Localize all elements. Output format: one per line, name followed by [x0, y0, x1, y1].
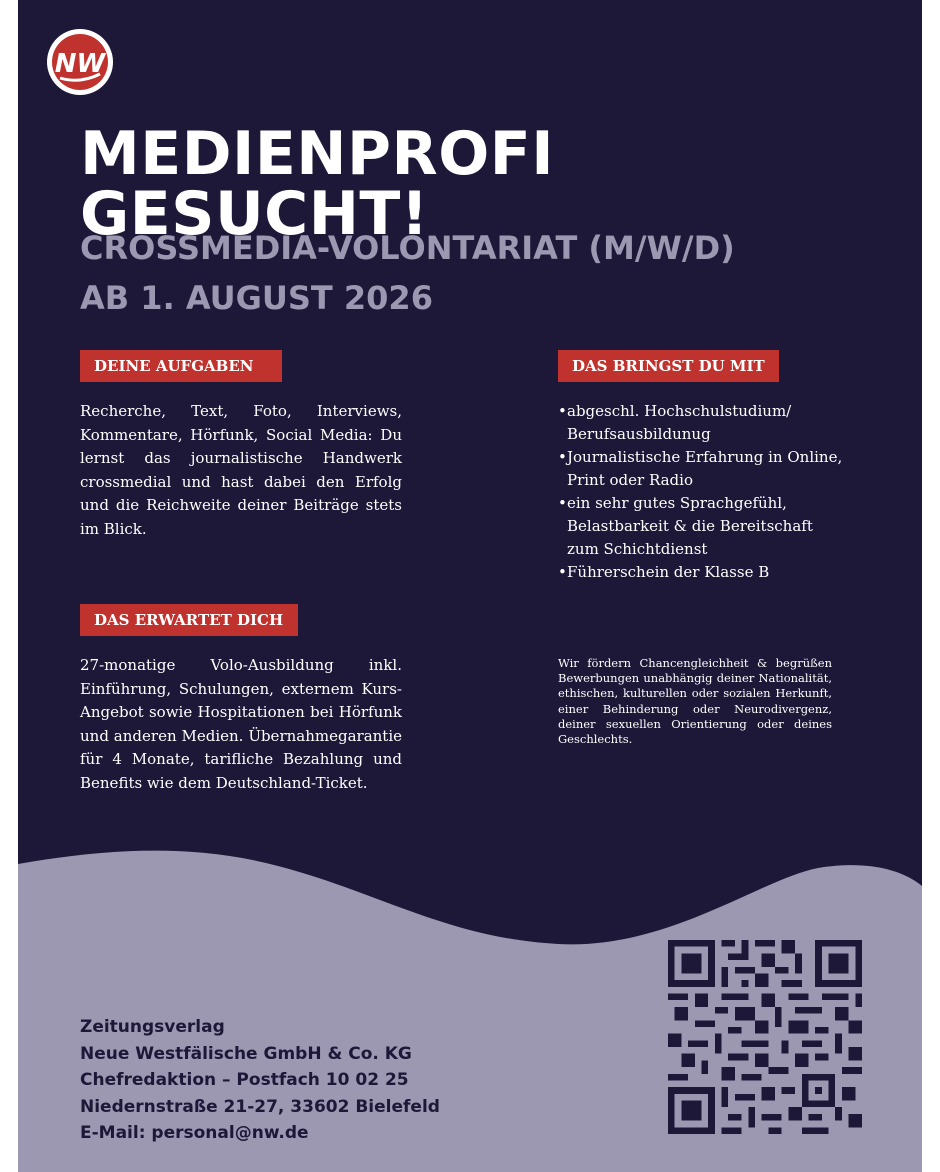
contact-line-department: Chefredaktion – Postfach 10 02 25: [80, 1070, 409, 1090]
contact-email[interactable]: E-Mail: personal@nw.de: [80, 1123, 309, 1143]
diversity-statement: Wir fördern Chancengleichheit & begrüßen Bewerbungen unabhängig deiner Nationalität, ethischen, kulturellen oder sozialen Herkunft, einer Behinderung oder Neurodivergenz, deiner sexuellen Orientierung oder deines Geschlechts.: [558, 656, 832, 747]
qr-code-icon[interactable]: [668, 940, 862, 1134]
requirement-item: • Führerschein der Klasse B: [558, 561, 848, 584]
expect-text: 27-monatige Volo-Ausbildung inkl. Einführung, Schulungen, externem Kurs-Angebot sowie Hospitationen bei Hörfunk und anderen Medien. Übernahmegarantie für 4 Monate, tarifliche Bezahlung und Benefits wie dem Deutschland-Ticket.: [80, 656, 402, 792]
logo-text: NW: [54, 49, 106, 79]
tasks-label: DEINE AUFGABEN: [80, 350, 282, 382]
requirement-item: • Journalistische Erfahrung in Online, Print oder Radio: [558, 446, 848, 492]
requirement-item: • abgeschl. Hochschulstudium/ Berufsausbildunug: [558, 400, 848, 446]
subheadline-start-date: AB 1. AUGUST 2026: [80, 279, 433, 317]
requirements-list: [558, 400, 848, 584]
contact-line-publisher: Zeitungsverlag: [80, 1017, 225, 1037]
nw-logo: [46, 28, 114, 96]
contact-line-address: Niedernstraße 21-27, 33602 Bielefeld: [80, 1096, 440, 1117]
job-poster: [18, 0, 922, 1172]
subheadline-position: CROSSMEDIA-VOLONTARIAT (M/W/D): [80, 229, 735, 267]
requirements-label: DAS BRINGST DU MIT: [558, 350, 779, 382]
contact-line-company: Neue Westfälische GmbH & Co. KG: [80, 1043, 412, 1064]
expect-label: DAS ERWARTET DICH: [80, 604, 298, 636]
headline: MEDIENPROFI GESUCHT!: [80, 119, 555, 249]
requirement-item: • ein sehr gutes Sprachgefühl, Belastbarkeit & die Bereitschaft zum Schichtdienst: [558, 492, 848, 561]
tasks-text: Recherche, Text, Foto, Interviews, Kommentare, Hörfunk, Social Media: Du lernst das journalistische Handwerk crossmedial und hast dabei den Erfolg und die Reichweite deiner Beiträge stets im Blick.: [80, 402, 402, 538]
contact-info: [80, 1014, 600, 1147]
